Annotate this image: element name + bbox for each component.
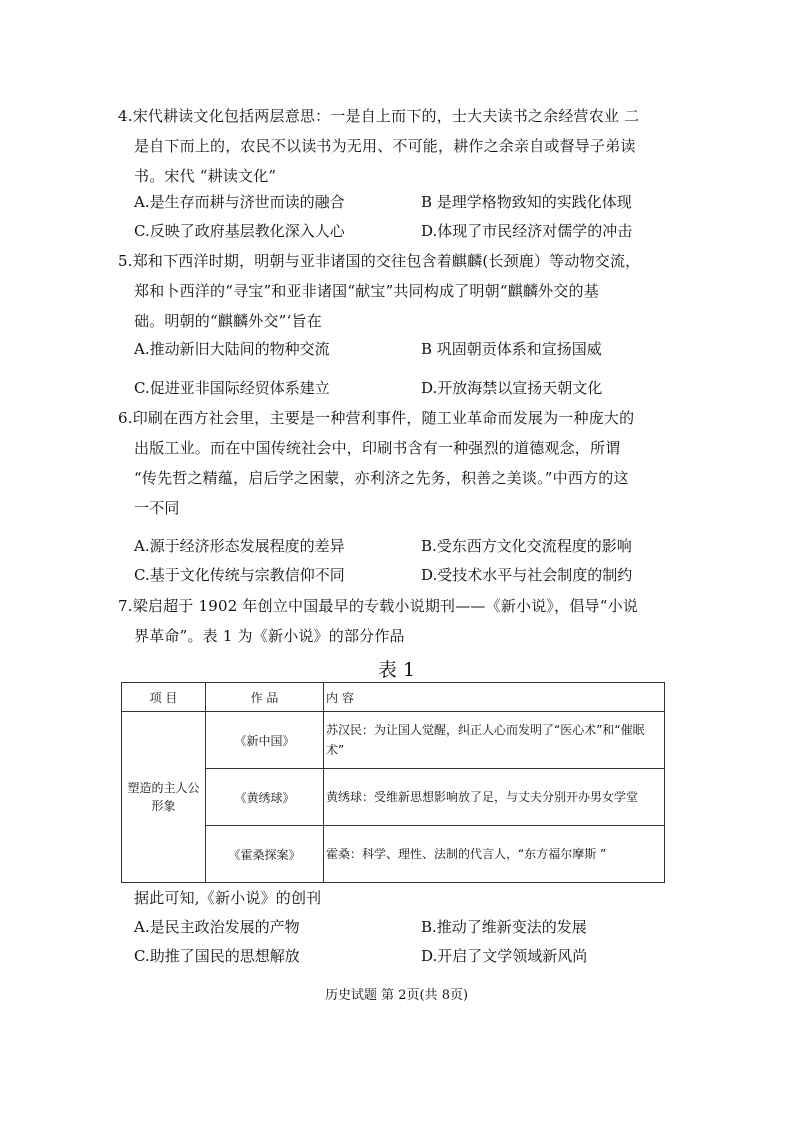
option-b: B 巩固朝贡体系和宣扬国威	[421, 340, 602, 358]
option-c: C.基于文化传统与宗教信仰不同	[134, 566, 345, 584]
option-a: A.是生存而耕与济世而读的融合	[134, 193, 345, 211]
table-header-row	[122, 683, 665, 712]
stem-line: 界革命”。表 1 为《新小说》的部分作品	[134, 627, 405, 645]
header-work: 作 品	[206, 683, 324, 712]
stem-line: 5.郑和下西洋时期，明朝与亚非诸国的交往包含着麒麟(长颈鹿）等动物交流，	[118, 252, 641, 270]
option-b: B.受东西方文化交流程度的影响	[421, 537, 632, 555]
work-cell: 《霍桑探案》	[206, 826, 324, 883]
stem-line: 4.宋代耕读文化包括两层意思：一是自上而下的，士大夫读书之余经营农业 二	[118, 107, 640, 125]
option-c: C.助推了国民的思想解放	[134, 947, 300, 965]
page-footer: 历史试题 第 2页(共 8页)	[324, 988, 469, 1003]
stem-line: 一不同	[134, 499, 180, 517]
question-4-stem	[118, 101, 639, 191]
header-content: 内 容	[324, 683, 665, 712]
question-7-stem	[118, 591, 638, 651]
table-row	[122, 712, 665, 769]
stem-line: 础。明朝的“麒麟外交”‘旨在	[134, 312, 322, 330]
option-c: C.促进亚非国际经贸体系建立	[134, 379, 330, 397]
option-b: B 是理学格物致知的实践化体现	[421, 193, 632, 211]
content-cell: 霍桑：科学、理性、法制的代言人，“东方福尔摩斯 ”	[324, 826, 665, 883]
content-cell: 黄绣球：受维新思想影响放了足，与丈夫分别开办男女学堂	[324, 769, 665, 826]
stem-line: 据此可知,《新小说》的创刊	[134, 889, 322, 907]
stem-line: “传先哲之精蕴，启后学之困蒙，亦利济之先务，积善之美谈。”中西方的这	[134, 469, 629, 487]
question-6-stem	[118, 403, 634, 523]
stem-line: 出版工业。而在中国传统社会中，印刷书含有一种强烈的道德观念，所谓	[134, 439, 621, 457]
option-d: D.开放海禁以宣扬天朝文化	[421, 379, 603, 397]
option-d: D.开启了文学领域新风尚	[421, 947, 588, 965]
question-5-stem	[118, 246, 640, 336]
works-table	[121, 682, 665, 883]
stem-line: 是自下而上的，农民不以读书为无用、不可能，耕作之余亲自或督导子弟读	[134, 137, 636, 155]
stem-line: 郑和卜西洋的“寻宝”和亚非诸国“献宝”共同构成了明朝“麒麟外交的基	[134, 282, 599, 300]
row-label: 塑造的主人公形象	[122, 712, 206, 883]
option-d: D.体现了市民经济对儒学的冲击	[421, 222, 633, 240]
content-cell: 苏汉民：为让国人觉醒，纠正人心而发明了“医心术”和“催眠术”	[324, 712, 665, 769]
work-cell: 《新中国》	[206, 712, 324, 769]
option-d: D.受技术水平与社会制度的制约	[421, 566, 633, 584]
question-7-followup	[134, 883, 321, 913]
header-item: 项 目	[122, 683, 206, 712]
option-b: B.推动了维新变法的发展	[421, 918, 587, 936]
option-a: A.推动新旧大陆间的物种交流	[134, 340, 330, 358]
option-a: A.是民主政治发展的产物	[134, 918, 300, 936]
stem-line: 书。宋代 “耕读文化”	[134, 167, 277, 185]
stem-line: 7.梁启超于 1902 年创立中国最早的专载小说期刊——《新小说》，倡导“小说	[118, 597, 638, 615]
work-cell: 《黄绣球》	[206, 769, 324, 826]
stem-line: 6.印刷在西方社会里，主要是一种营利事件，随工业革命而发展为一种庞大的	[118, 409, 635, 427]
option-c: C.反映了政府基层教化深入人心	[134, 222, 345, 240]
option-a: A.源于经济形态发展程度的差异	[134, 537, 345, 555]
table-title: 表 1	[377, 659, 416, 681]
